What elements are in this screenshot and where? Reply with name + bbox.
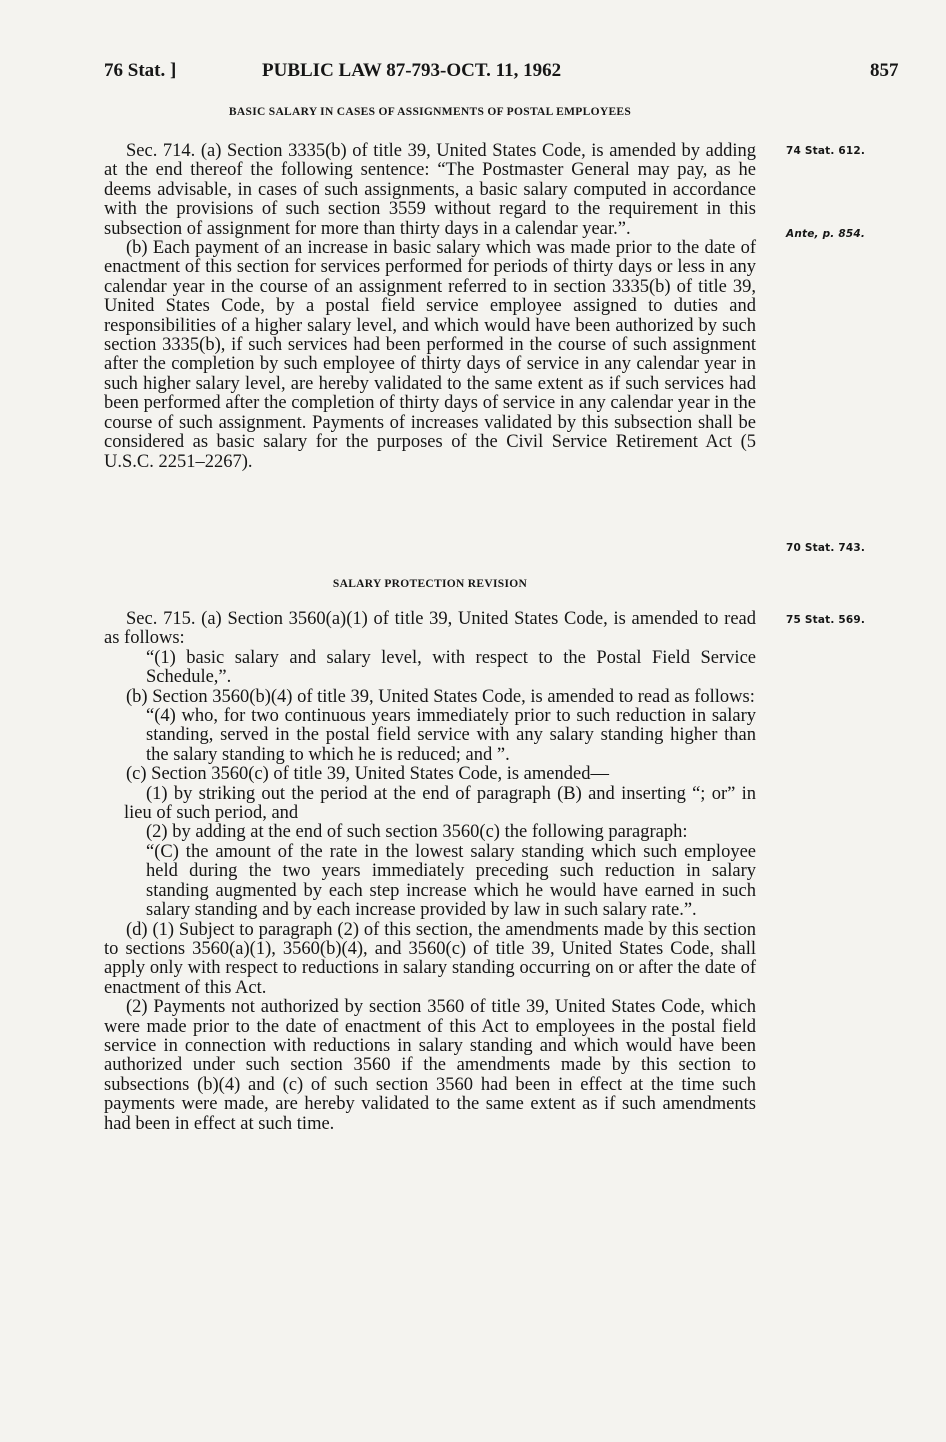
page-number: 857 [870, 60, 899, 81]
section-714-body [104, 142, 756, 472]
running-head-volume: 76 Stat. ] [104, 60, 177, 81]
section-715-d-1: (d) (1) Subject to paragraph (2) of this section, the amendments made by this section to sections 3560(a)(1), 3560(b)(4), and 3560(c) of title 39, United States Code, shall apply only with respect to reductions in salary standing occurring on or after the date of enactment of this Act. [104, 919, 756, 998]
section-heading-basic-salary: BASIC SALARY IN CASES OF ASSIGNMENTS OF POSTAL EMPLOYEES [228, 106, 632, 118]
margin-note-70-stat-743: 70 Stat. 743. [786, 542, 866, 554]
margin-note-75-stat-569: 75 Stat. 569. [786, 614, 866, 626]
section-715-c: (c) Section 3560(c) of title 39, United States Code, is amended— [126, 764, 609, 785]
section-715-body [104, 610, 756, 1134]
section-714-a: Sec. 714. (a) Section 3335(b) of title 39, United States Code, is amended by adding at the end thereof the following sentence: “The Postmaster General may pay, as he deems advisable, in cases of such assignments, a basic salary computed in accordance with the provisions of such section 3559 without regard to the requirement in this subsection of assignment for more than thirty days in a calendar year.”. [104, 141, 756, 239]
section-715-b: (b) Section 3560(b)(4) of title 39, United States Code, is amended to read as follows: [126, 686, 755, 707]
section-714-b: (b) Each payment of an increase in basic salary which was made prior to the date of enactment of this section for services performed for periods of thirty days or less in any calendar year in the course of an assignment referred to in section 3335(b) of title 39, United States Code, by a postal field service employee assigned to duties and responsibilities of a higher salary level, and which would have been authorized by such section 3335(b), if such services had been performed in the course of such assignment after the completion by such employee of thirty days of service in any calendar year in such higher salary level, are hereby validated to the same extent as if such services had been performed after the completion of thirty days of service in any calendar year in the course of such assignment. Payments of increases validated by this subsection shall be considered as basic salary for the purposes of the Civil Service Retirement Act (5 U.S.C. 2251–2267). [104, 238, 756, 472]
running-head-title: PUBLIC LAW 87-793-OCT. 11, 1962 [262, 60, 562, 81]
clause-c-1: (1) by striking out the period at the end of paragraph (B) and inserting “; or” in lieu of such period, and [124, 783, 756, 824]
margin-note-74-stat-612: 74 Stat. 612. [786, 145, 866, 157]
margin-note-ante-854: Ante, p. 854. [786, 228, 866, 240]
section-715-a: Sec. 715. (a) Section 3560(a)(1) of title 39, United States Code, is amended to read as follows: [104, 609, 756, 649]
quote-paragraph-C: “(C) the amount of the rate in the lowest salary standing which such employee held during the two years immediately preceding such reduction in salary standing augmented by each step increase which he would have earned in such salary standing and by each increase provided by law in such salary rate.”. [146, 841, 756, 921]
clause-c-2: (2) by adding at the end of such section 3560(c) the following paragraph: [146, 822, 688, 843]
section-heading-salary-protection: SALARY PROTECTION REVISION [332, 578, 528, 590]
quote-paragraph-1: “(1) basic salary and salary level, with respect to the Postal Field Service Schedule,”. [146, 647, 756, 688]
quote-paragraph-4: “(4) who, for two continuous years immediately prior to such reduction in salary standing, served in the postal field service with any salary standing higher than the salary standing to which he is reduced; and ”. [146, 706, 756, 765]
section-715-d-2: (2) Payments not authorized by section 3560 of title 39, United States Code, which were made prior to the date of enactment of this Act to employees in the postal field service in connection with reductions in salary standing and which would have been authorized under such section 3560 if the amendments made by this section to subsections (b)(4) and (c) of such section 3560 had been in effect at the time such payments were made, are hereby validated to the same extent as if such amendments had been in effect at such time. [104, 997, 756, 1134]
